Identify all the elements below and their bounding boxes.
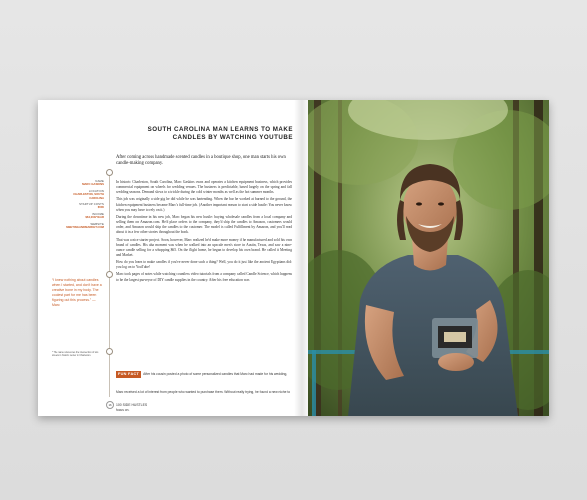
meta-income: INCOME $64,000/YEAR xyxy=(85,213,104,220)
article-body xyxy=(116,180,292,285)
timeline-node xyxy=(106,169,113,176)
fun-fact-badge: FUN FACT xyxy=(118,372,140,376)
page-folio xyxy=(106,401,147,409)
book-spread xyxy=(38,100,549,416)
timeline-node xyxy=(106,271,113,278)
pull-quote: “I knew nothing about candles when I started, and don't have a creative bone in my body. The coolest part for me has been figuring out this process.” —Marc xyxy=(52,278,102,307)
article-intro: After coming across handmade scented candles in a boutique shop, one man starts his own candle-making company. xyxy=(116,155,286,167)
timeline-rule xyxy=(109,171,110,397)
left-page xyxy=(38,100,308,416)
body-paragraph: During the downtime in his new job, Marc began his new hustle: buying wholesale candles from a local company and selling them on Amazon.com. He'd place orders to the company, they'd ship the candles to Amazon, customers would order, and Amazon would ship the candles to the customer. The model is called Fulfillment by Amazon, and you'll read about it in a few other stories throughout the book. xyxy=(116,214,292,235)
body-paragraph: How do you learn to make candles if you've never done such a thing? Well, you do it just like the ancient Egyptians did: you log on to YouTube! xyxy=(116,260,292,270)
profile-meta xyxy=(58,180,104,233)
article-headline xyxy=(58,126,293,142)
meta-startup-costs: STARTUP COSTS $500 xyxy=(79,203,104,210)
footnote: * The name references the intersection of two streets in historic center in Charleston. xyxy=(52,352,99,358)
meta-website: WEBSITE MEETINGANDMARKET.COM xyxy=(66,222,104,230)
running-title: 100 SIDE HUSTLES xyxy=(116,403,148,407)
portrait-illustration xyxy=(308,100,549,416)
meta-location: LOCATION CHARLESTON, SOUTH CAROLINA xyxy=(73,189,104,200)
body-paragraph: This job was originally a side gig he did while he was bartending. When the bar he worked at burned to the ground, the kitchen equipment business became Marc's full-time job. (Another important reason to start a side hustle: You never know when you may have to rely on it.) xyxy=(116,197,292,212)
body-paragraph: In historic Charleston, South Carolina, Marc Gaskins owns and operates a kitchen equipment business, which provides commercial equipment on wheels for wedding venues. The business is predictable, based largely on the spring and fall wedding seasons. Demand slows to a trickle during the cold winter months as well as the hot summer months. xyxy=(116,180,292,195)
timeline-node xyxy=(106,348,113,355)
headline-line-1: SOUTH CAROLINA MAN LEARNS TO MAKE xyxy=(147,126,293,133)
fun-fact-text: After his cousin posted a photo of some personalized candles that Marc had made for his wedding, Marc received a lot of interest from people who wanted to purchase them. Without really trying, he found a new niche to focus on. xyxy=(116,372,291,412)
page-number: 16 xyxy=(106,401,114,409)
meta-name: NAME MARC GASKINS xyxy=(82,180,104,187)
headline-line-2: CANDLES BY WATCHING YOUTUBE xyxy=(172,134,293,141)
portrait-photo xyxy=(308,100,549,416)
body-paragraph: Marc took pages of notes while watching countless video tutorials from a company called Candle Science, which happens to be the largest purveyor of DIY candle supplies in the country. After his free education was xyxy=(116,272,292,282)
body-paragraph: That was a nice starter project. Soon, however, Marc realized he'd make more money if he manufactured and sold his own brand of candles. His aha moment was when he walked into an upscale men's store in Austin, Texas, and saw a nine-ounce candle selling for a whopping $65. On the flight home, he began to develop his own brand. He called it Meeting and Market. xyxy=(116,237,292,257)
